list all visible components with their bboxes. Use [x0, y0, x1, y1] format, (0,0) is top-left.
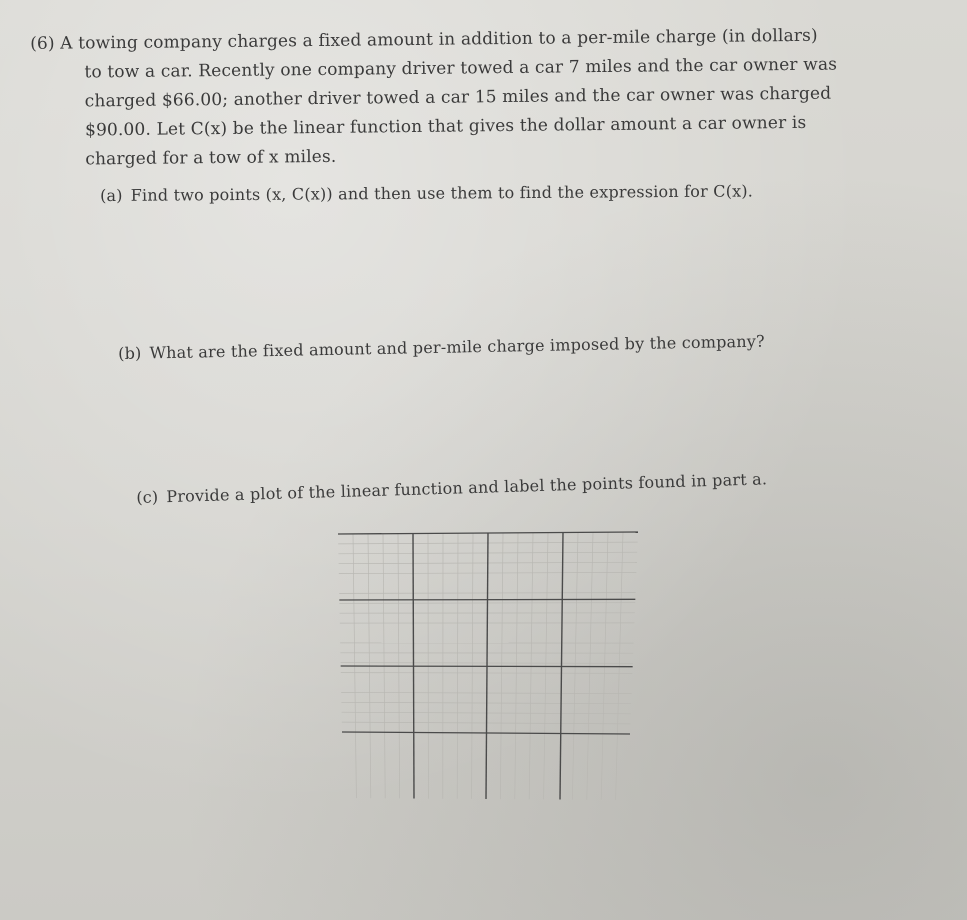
- part-c-label: (c): [136, 487, 159, 507]
- part-a-label: (a): [100, 185, 123, 205]
- part-a: [100, 181, 753, 205]
- plot-grid-svg: [330, 520, 650, 810]
- problem-statement: [30, 21, 931, 175]
- part-b-text: What are the fixed amount and per-mile charge imposed by the company?: [149, 331, 765, 363]
- grid-major-vertical: [413, 534, 414, 799]
- part-a-text: Find two points (x, C(x)) and then use them to find the expression for C(x).: [130, 181, 754, 205]
- problem-line-5: charged for a tow of x miles.: [85, 146, 337, 170]
- problem-line-2: to tow a car. Recently one company driver towed a car 7 miles and the car owner was: [84, 54, 838, 83]
- part-b: [118, 332, 765, 363]
- problem-text-1: A towing company charges a fixed amount in addition to a per-mile charge (in dollars): [60, 25, 818, 54]
- problem-line-3: charged $66.00; another driver towed a car 15 miles and the car owner was charged: [84, 83, 832, 112]
- part-b-label: (b): [118, 343, 142, 363]
- part-c: [136, 469, 767, 507]
- part-c-text: Provide a plot of the linear function and label the points found in part a.: [166, 469, 768, 507]
- plot-grid: [330, 520, 650, 810]
- problem-line-4: $90.00. Let C(x) be the linear function that gives the dollar amount a car owner is: [84, 112, 807, 141]
- problem-number: (6): [30, 33, 55, 54]
